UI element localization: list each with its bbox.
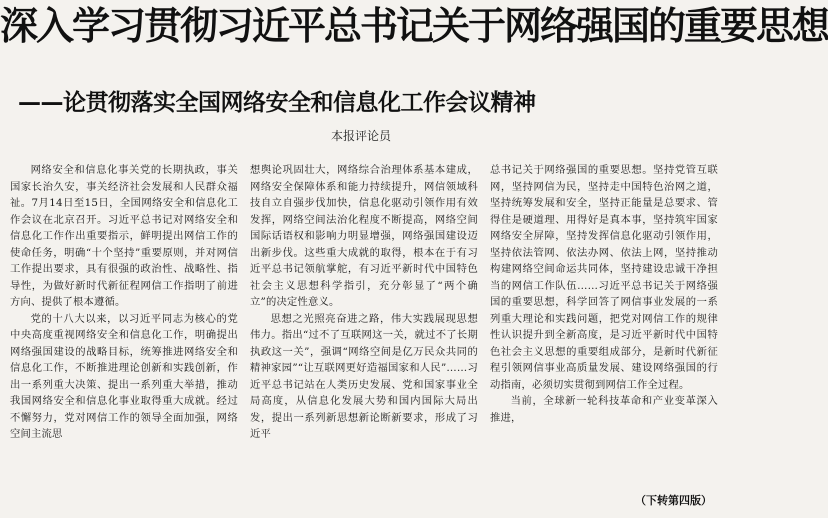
- byline: 本报评论员: [330, 129, 391, 143]
- paragraph: 当前，全球新一轮科技革命和产业变革深入推进，: [490, 395, 718, 424]
- subheadline: ——论贯彻落实全国网络安全和信息化工作会议精神: [18, 90, 536, 116]
- article-column-3: [490, 162, 718, 492]
- article-column-2: [250, 162, 478, 512]
- continued-on-page-label: （下转第四版）: [635, 494, 712, 507]
- paragraph: 网络安全和信息化事关党的长期执政，事关国家长治久安，事关经济社会发展和人民群众福祉。7月14日至15日，全国网络安全和信息化工作会议在北京召开。习近平总书记对网络安全和信息化工作作出重要指示，鲜明提出网信工作的使命任务，明确“十个坚持”重要原则，并对网信工作提出要求，具有很强的政治性、战略性、指导性，为做好新时代新征程网信工作指明了前进方向、提供了根本遵循。: [10, 164, 238, 308]
- article-column-1: [10, 162, 238, 512]
- paragraph: 党的十八大以来，以习近平同志为核心的党中央高度重视网络安全和信息化工作，明确提出网络强国建设的战略目标，统筹推进网络安全和信息化工作，不断推进理论创新和实践创新，作出一系列重大决策、提出一系列重大举措，推动我国网络安全和信息化事业取得重大成就。经过不懈努力，党对网信工作的领导全面加强，网络空间主流思: [10, 312, 238, 440]
- paragraph: 总书记关于网络强国的重要思想。坚持党管互联网，坚持网信为民，坚持走中国特色治网之道，坚持统筹发展和安全，坚持正能量是总要求、管得住是硬道理、用得好是真本事，坚持筑牢国家网络安全屏障，坚持发挥信息化驱动引领作用，坚持依法管网、依法办网、依法上网，坚持推动构建网络空间命运共同体，坚持建设忠诚干净担当的网信工作队伍……习近平总书记关于网络强国的重要思想，科学回答了网信事业发展的一系列重大理论和实践问题，把党对网信工作的规律性认识提升到全新高度，是习近平新时代中国特色社会主义思想的重要组成部分，是新时代新征程引领网信事业高质量发展、建设网络强国的行动指南，必须切实贯彻到网信工作全过程。: [490, 164, 718, 391]
- paragraph: 想舆论巩固壮大，网络综合治理体系基本建成，网络安全保障体系和能力持续提升，网信领域科技自立自强步伐加快，信息化驱动引领作用有效发挥，网络空间法治化程度不断提高，网络空间国际话语权和影响力明显增强，网络强国建设迈出新步伐。这些重大成就的取得，根本在于有习近平总书记领航掌舵，有习近平新时代中国特色社会主义思想科学指引，充分彰显了“两个确立”的决定性意义。: [250, 164, 478, 308]
- headline: 深入学习贯彻习近平总书记关于网络强国的重要思想: [0, 4, 828, 48]
- paragraph: 思想之光照亮奋进之路，伟大实践展现思想伟力。指出“过不了互联网这一关，就过不了长期执政这一关”，强调“网络空间是亿万民众共同的精神家园”“让互联网更好造福国家和人民”……习近平总书记站在人类历史发展、党和国家事业全局高度，从信息化发展大势和国内国际大局出发，提出一系列新思想新论断新要求，形成了习近平: [250, 312, 478, 440]
